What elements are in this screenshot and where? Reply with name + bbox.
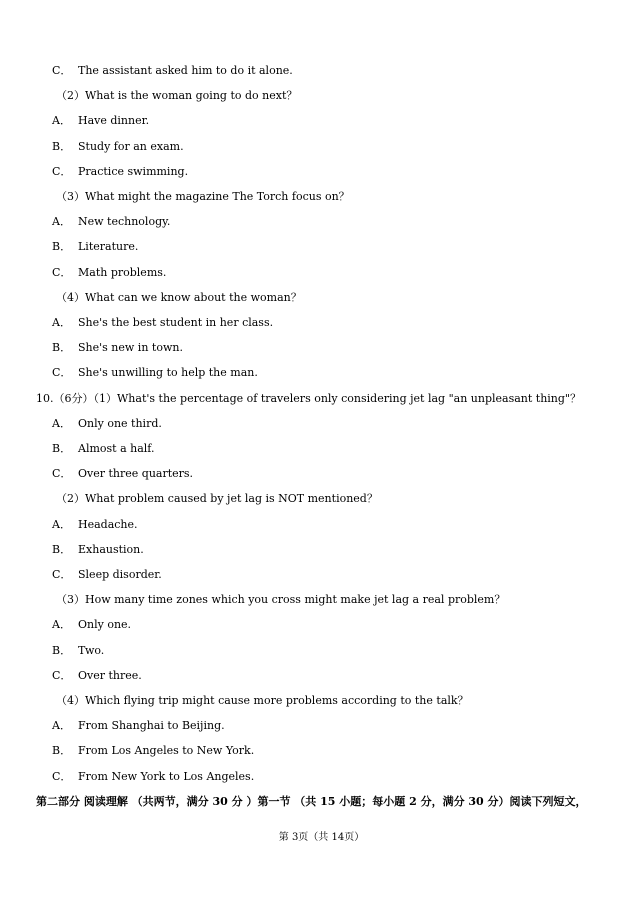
answer-option <box>52 744 254 758</box>
answer-option <box>52 341 183 355</box>
option-letter: C． <box>52 265 72 279</box>
answer-option <box>52 644 104 658</box>
answer-option <box>52 518 138 532</box>
option-text: Two. <box>78 643 105 657</box>
answer-option <box>52 669 142 683</box>
option-letter: C． <box>52 467 72 481</box>
option-text: From Los Angeles to New York. <box>78 744 255 758</box>
option-letter: C． <box>52 64 72 77</box>
option-text: From Shanghai to Beijing. <box>78 719 225 733</box>
option-text: Almost a half. <box>78 442 155 455</box>
option-letter: A． <box>52 215 71 229</box>
option-letter: B． <box>52 542 72 556</box>
option-letter: A． <box>52 719 71 733</box>
option-text: Sleep disorder. <box>78 568 162 581</box>
option-text: The assistant asked him to do it alone. <box>78 64 293 77</box>
option-text: New technology. <box>78 215 171 229</box>
answer-option <box>52 467 193 481</box>
option-letter: C． <box>52 366 72 380</box>
option-letter: A． <box>52 114 71 128</box>
answer-option <box>52 240 138 254</box>
option-letter: C． <box>52 164 72 178</box>
answer-option <box>52 215 170 229</box>
option-letter: A． <box>52 618 71 632</box>
option-letter: B． <box>52 240 72 254</box>
answer-option <box>52 165 188 179</box>
option-text: She's unwilling to help the man. <box>78 366 258 380</box>
option-text: Only one third. <box>78 416 162 430</box>
question-text: （4）What can we know about the woman？ <box>56 290 302 304</box>
option-text: From New York to Los Angeles. <box>78 769 255 783</box>
question-text: （2）What problem caused by jet lag is NOT mentioned？ <box>56 492 378 506</box>
option-letter: B． <box>52 139 72 153</box>
option-text: She's the best student in her class. <box>78 316 274 329</box>
option-text: Exhaustion. <box>78 542 144 556</box>
answer-option <box>52 140 184 154</box>
answer-option <box>52 568 162 582</box>
answer-option <box>52 618 131 632</box>
option-text: Headache. <box>78 517 138 531</box>
answer-option <box>52 114 149 128</box>
page-footer: 第 3页（共 14页） <box>278 832 365 843</box>
option-letter: C． <box>52 668 72 682</box>
question-text: （2）What is the woman going to do next？ <box>56 89 298 103</box>
answer-option <box>52 417 162 431</box>
answer-option <box>52 442 154 456</box>
option-letter: B． <box>52 341 72 355</box>
option-text: Study for an exam. <box>78 139 184 153</box>
option-letter: A． <box>52 316 71 329</box>
answer-option <box>52 543 144 557</box>
option-letter: A． <box>52 416 71 430</box>
option-text: Literature. <box>78 240 139 254</box>
question-text: （3）What might the magazine The Torch focus on？ <box>56 190 350 203</box>
answer-option <box>52 316 273 330</box>
question-text: （3）How many time zones which you cross might make jet lag a real problem？ <box>56 593 506 607</box>
option-text: Practice swimming. <box>78 164 189 178</box>
option-letter: A． <box>52 517 71 531</box>
answer-option <box>52 366 258 380</box>
option-letter: C． <box>52 769 72 783</box>
option-letter: B． <box>52 744 72 758</box>
answer-option <box>52 770 254 784</box>
option-letter: B． <box>52 442 72 455</box>
question-text: 10.（6分）（1）What's the percentage of travelers only considering jet lag "an unpleasant thing"？ <box>36 391 581 405</box>
answer-option <box>52 719 225 733</box>
option-text: Over three quarters. <box>78 467 194 481</box>
option-text: Over three. <box>78 668 142 682</box>
option-letter: B． <box>52 643 72 657</box>
option-text: She's new in town. <box>78 341 183 355</box>
option-text: Only one. <box>78 618 132 632</box>
option-text: Math problems. <box>78 265 167 279</box>
answer-option <box>52 64 293 78</box>
option-text: Have dinner. <box>78 114 150 128</box>
answer-option <box>52 266 166 280</box>
section-heading: 第二部分 阅读理解 （共两节，满分 30 分 ）第一节 （共 15 小题；每小题 2 分，满分 30 分）阅读下列短文， <box>36 794 587 808</box>
question-text: （4）Which flying trip might cause more problems according to the talk？ <box>56 694 469 707</box>
option-letter: C． <box>52 568 72 581</box>
